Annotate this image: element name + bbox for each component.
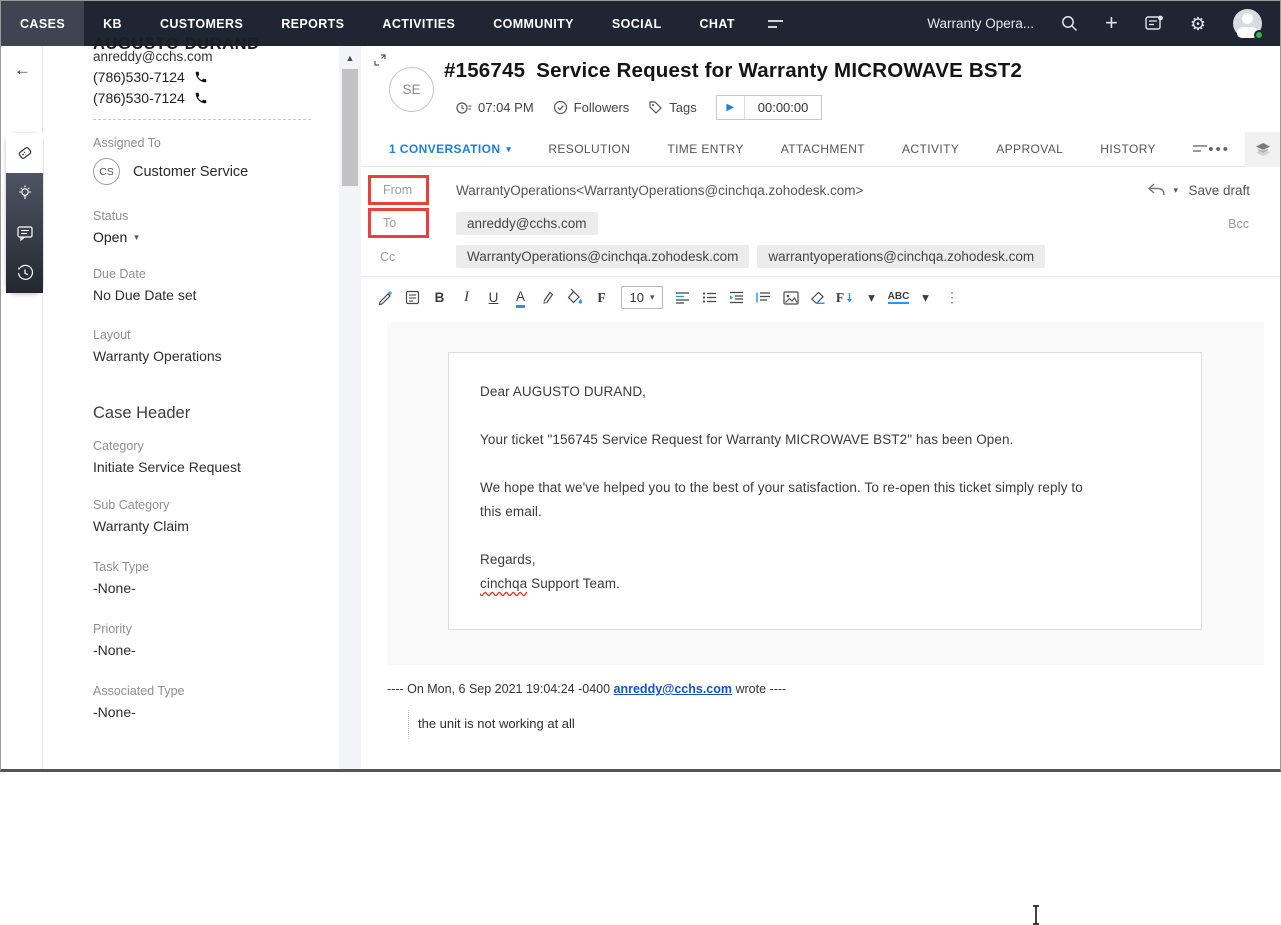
status-label: Status: [93, 209, 129, 223]
to-recipient-chip[interactable]: anreddy@cchs.com: [456, 212, 598, 235]
assigned-to-label: Assigned To: [93, 136, 161, 150]
layers-view-button[interactable]: [1245, 132, 1280, 167]
left-rail: [1, 46, 43, 769]
font-color-button[interactable]: A: [516, 290, 525, 308]
save-draft-button[interactable]: Save draft: [1188, 183, 1250, 198]
nav-item-activities[interactable]: ACTIVITIES: [382, 16, 456, 31]
phone-icon[interactable]: [194, 91, 208, 105]
bold-button[interactable]: B: [434, 290, 445, 305]
avatar-head: [1242, 13, 1253, 24]
editor-toolbar: [361, 279, 1280, 316]
eraser-icon[interactable]: [804, 285, 831, 311]
cc-label: Cc: [380, 249, 396, 264]
tab-time-entry[interactable]: TIME ENTRY: [667, 142, 744, 156]
nav-item-community[interactable]: COMMUNITY: [493, 16, 574, 31]
due-date-label: Due Date: [93, 267, 146, 281]
layout-label: Layout: [93, 328, 131, 342]
settings-gear-icon[interactable]: ⚙: [1189, 13, 1206, 34]
sub-category-value[interactable]: Warranty Claim: [93, 518, 189, 534]
chevron-down-icon[interactable]: ▾: [922, 289, 929, 305]
nav-item-reports[interactable]: REPORTS: [281, 16, 345, 31]
chevron-down-icon: ▾: [1173, 185, 1178, 195]
to-label-annotation-box: [368, 208, 429, 238]
quoted-message-header: ---- On Mon, 6 Sep 2021 19:04:24 -0400 anreddy@cchs.com wrote ----: [387, 682, 787, 696]
rail-suggestions-tab[interactable]: [6, 173, 43, 213]
text-cursor: [1031, 905, 1041, 925]
nav-item-customers[interactable]: CUSTOMERS: [159, 16, 244, 31]
template-icon[interactable]: [399, 285, 426, 311]
category-value[interactable]: Initiate Service Request: [93, 459, 241, 475]
cc-recipient-chip[interactable]: warrantyoperations@cinchqa.zohodesk.com: [757, 245, 1045, 268]
due-date-value[interactable]: No Due Date set: [93, 287, 197, 303]
italic-button[interactable]: I: [464, 289, 469, 305]
cc-recipient-chip[interactable]: WarrantyOperations@cinchqa.zohodesk.com: [456, 245, 749, 268]
from-label-annotation-box: [368, 175, 429, 205]
spellcheck-button[interactable]: ABC: [887, 291, 910, 302]
more-options-icon[interactable]: •••: [1208, 141, 1230, 158]
back-arrow-button[interactable]: ←: [14, 60, 31, 79]
cc-row: [361, 241, 1280, 272]
ticket-subject: Service Request for Warranty MICROWAVE BST2: [536, 59, 1023, 82]
nav-item-social[interactable]: SOCIAL: [611, 16, 662, 31]
feedback-icon[interactable]: [1145, 15, 1163, 32]
clock-icon: [456, 101, 472, 115]
to-label: To: [383, 216, 397, 230]
email-greeting: Dear AUGUSTO DURAND,: [480, 384, 647, 399]
ticket-id: #156745: [444, 59, 526, 82]
toolbar-more-icon[interactable]: ⋮: [945, 289, 960, 305]
associated-type-label: Associated Type: [93, 684, 185, 698]
divider: [93, 119, 311, 120]
contact-phone-1[interactable]: (786)530-7124: [93, 69, 339, 85]
task-type-label: Task Type: [93, 560, 150, 574]
priority-label: Priority: [93, 622, 132, 636]
tab-conversation[interactable]: 1 CONVERSATION ▾: [389, 142, 512, 156]
contact-email[interactable]: anreddy@cchs.com: [93, 49, 213, 64]
quoted-sender-link[interactable]: anreddy@cchs.com: [613, 682, 733, 696]
ticket-properties-panel: [44, 35, 339, 769]
indent-icon[interactable]: [723, 285, 750, 311]
ticket-meta-row: [456, 95, 822, 120]
tag-icon: [648, 100, 663, 115]
time-tracking-widget: [716, 95, 823, 120]
bulb-icon: [16, 184, 34, 202]
quoted-message-body: the unit is not working at all: [408, 710, 575, 739]
from-row: [361, 175, 1280, 206]
nav-item-kb[interactable]: KB: [103, 16, 122, 31]
from-address[interactable]: WarrantyOperations<WarrantyOperations@cinchqa.zohodesk.com>: [456, 183, 864, 198]
rail-ticket-properties-tab[interactable]: [6, 133, 43, 173]
contact-phone-2[interactable]: (786)530-7124: [93, 90, 339, 106]
chevron-down-icon[interactable]: ▾: [868, 289, 875, 305]
chevron-down-icon: ▾: [134, 231, 139, 242]
timer-play-button[interactable]: ▶: [717, 96, 745, 119]
merge-field-icon[interactable]: F: [831, 285, 858, 311]
comment-icon: [16, 224, 34, 242]
insert-image-icon[interactable]: [777, 285, 804, 311]
channel-avatar: SE: [389, 67, 434, 112]
rail-comments-tab[interactable]: [6, 213, 43, 253]
search-icon[interactable]: [1061, 15, 1078, 32]
tab-history[interactable]: HISTORY: [1100, 142, 1156, 156]
email-body[interactable]: [448, 352, 1202, 630]
collapse-header-icon[interactable]: [374, 54, 386, 66]
email-regards: Regards,: [480, 552, 536, 567]
nav-item-cases[interactable]: CASES: [1, 1, 84, 46]
highlight-pen-icon[interactable]: [534, 285, 561, 311]
tab-approval[interactable]: APPROVAL: [996, 142, 1064, 156]
task-type-value[interactable]: -None-: [93, 580, 136, 596]
sidebar-scrollbar[interactable]: [339, 46, 361, 769]
add-new-icon[interactable]: +: [1105, 9, 1118, 35]
reply-arrow-icon: [1147, 183, 1166, 198]
followers-button[interactable]: Followers: [553, 100, 630, 115]
from-label: From: [383, 183, 413, 197]
font-family-button[interactable]: F: [597, 289, 606, 305]
phone-icon[interactable]: [194, 70, 208, 84]
font-size-select[interactable]: 10 ▾: [621, 286, 663, 309]
chevron-down-icon: ▾: [649, 292, 655, 302]
status-dropdown[interactable]: Open ▾: [93, 229, 139, 245]
tab-attachment[interactable]: ATTACHMENT: [780, 142, 866, 156]
ticket-title: [444, 59, 1022, 83]
contact-name-clipped[interactable]: AUGUSTO DURAND: [93, 35, 260, 53]
underline-button[interactable]: U: [488, 290, 499, 305]
email-editor-area[interactable]: [387, 322, 1264, 665]
chevron-down-icon: ▾: [506, 143, 512, 154]
reply-mode-selector[interactable]: [1147, 183, 1178, 198]
bcc-toggle[interactable]: Bcc: [1228, 216, 1249, 231]
sub-category-label: Sub Category: [93, 498, 170, 512]
email-signature: cinchqa Support Team.: [480, 576, 620, 591]
scroll-up-arrow[interactable]: ▲: [345, 53, 355, 63]
ticket-main-area: [361, 46, 1280, 769]
email-line-2: We hope that we've helped you to the best of your satisfaction. To re-open this ticket simply reply to: [480, 480, 1083, 495]
team-avatar: CS: [93, 158, 120, 185]
to-row: [361, 208, 1280, 239]
align-left-icon[interactable]: [669, 285, 696, 311]
nav-more-menu-icon[interactable]: [768, 18, 786, 30]
history-icon: [16, 264, 34, 282]
user-avatar[interactable]: [1233, 9, 1262, 38]
followers-check-icon: [553, 100, 568, 115]
email-line-2b: this email.: [480, 504, 542, 519]
timer-value: 00:00:00: [757, 100, 809, 115]
assigned-to-value[interactable]: CS Customer Service: [93, 158, 339, 185]
online-status-dot: [1254, 30, 1264, 40]
ticket-icon: [16, 144, 34, 162]
conversation-filter-icon[interactable]: [1193, 144, 1209, 154]
rail-history-tab[interactable]: [6, 253, 43, 293]
email-line-1: Your ticket "156745 Service Request for Warranty MICROWAVE BST2" has been Open.: [480, 432, 1014, 447]
bullet-list-icon[interactable]: [696, 285, 723, 311]
category-label: Category: [93, 439, 144, 453]
priority-value[interactable]: -None-: [93, 642, 136, 658]
fill-color-icon[interactable]: [561, 285, 588, 311]
associated-type-value[interactable]: -None-: [93, 704, 136, 720]
ticket-tabs: [361, 132, 1280, 167]
case-header-section-title: Case Header: [93, 404, 191, 422]
tab-activity[interactable]: ACTIVITY: [902, 142, 960, 156]
rail-icon-group: [6, 133, 43, 293]
top-nav-right: [927, 9, 1280, 38]
scrollbar-thumb[interactable]: [342, 69, 358, 186]
department-selector[interactable]: Warranty Opera...: [927, 16, 1034, 31]
tags-button[interactable]: Tags: [648, 100, 696, 115]
layout-value[interactable]: Warranty Operations: [93, 348, 222, 364]
text-direction-icon[interactable]: [750, 285, 777, 311]
divider: [361, 276, 1280, 277]
smart-compose-icon[interactable]: [372, 285, 399, 311]
created-time[interactable]: 07:04 PM: [456, 100, 534, 115]
tab-resolution[interactable]: RESOLUTION: [548, 142, 631, 156]
nav-item-chat[interactable]: CHAT: [699, 16, 735, 31]
rail-dark-group: [6, 173, 43, 293]
